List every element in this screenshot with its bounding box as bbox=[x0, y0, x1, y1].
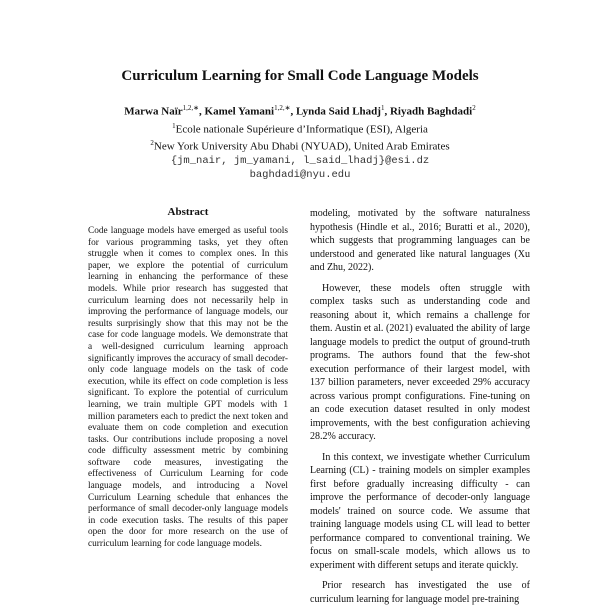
author-name: Marwa Naïr bbox=[124, 105, 183, 118]
author-name: Lynda Said Lhadj bbox=[295, 105, 381, 118]
affiliation-text: New York University Abu Dhabi (NYUAD), United Arab Emirates bbox=[153, 140, 450, 153]
author-sup: 1 bbox=[380, 104, 385, 112]
email-line[interactable]: baghdadi@nyu.edu bbox=[249, 168, 351, 181]
abstract-text: Code language models have emerged as useful tools for various programming tasks, yet they often struggle when it comes to complex ones. In this paper, we explore the potential of curriculum learning in enhancing the performance of these models. While prior research has suggested that curriculum learning does not necessarily help in improving the performance of language models, our results surprisingly show that this may not be the case for code language models. We demonstrate that a well-designed curriculum learning approach significantly improves the accuracy of small decoder-only code language models on the task of code execution, while its effect on code completion is less significant. To explore the potential of curriculum learning, we train multiple GPT models with 1 million parameters each to predict the next token and evaluate them on code completion and execution tasks. Our contributions include proposing a novel code difficulty assessment metric by combining software code measures, investigating the effectiveness of Curriculum Learning for code language models, and introducing a Novel Curriculum Learning schedule that enhances the performance of small decoder-only language models in code execution tasks. The results of this paper open the door for more research on the use of curriculum learning for code language models. bbox=[88, 226, 288, 550]
body-column bbox=[310, 207, 530, 613]
body-paragraph: modeling, motivated by the software naturalness hypothesis (Hindle et al., 2016; Buratti et al., 2020), which suggests that programming languages can be understood and generated like natural languages (Xu and Zhu, 2022). bbox=[310, 208, 530, 273]
author-name: Riyadh Baghdadi bbox=[389, 105, 473, 118]
author-names: Marwa Naïr$^{1,2,∗}$, Kamel Yamani$^{1,2,∗}$, Lynda Said Lhadj$^1$, Riyadh Baghdadi$^2$ bbox=[124, 104, 476, 118]
author-sup: 1,2,∗ bbox=[274, 104, 291, 112]
affiliation bbox=[0, 136, 600, 154]
author-sup: 1,2,∗ bbox=[182, 104, 200, 112]
affiliation-text: Ecole nationale Supérieure d’Informatique (ESI), Algeria bbox=[175, 123, 428, 136]
affiliation bbox=[0, 119, 600, 137]
abstract-heading: Abstract bbox=[167, 206, 209, 218]
body-paragraph: In this context, we investigate whether Curriculum Learning (CL) - training models on simpler examples first before gradually increasing difficulty - can improve the performance of decoder-only language models' trained on source code. We assume that training language models using CL will lead to better performance compared to conventional training. We focus on small-scale models, which allows us to experiment with different setups and iterate quickly. bbox=[310, 451, 530, 571]
author-sup: 2 bbox=[472, 104, 476, 112]
affiliation-sup: 2 bbox=[150, 139, 154, 148]
author-name: Kamel Yamani bbox=[204, 105, 275, 118]
body-paragraph: Prior research has investigated the use of curriculum learning for language model pre-training bbox=[310, 580, 530, 605]
body-paragraph: However, these models often struggle with complex tasks such as understanding code and reasoning about it, which remains a challenge for them. Austin et al. (2021) evaluated the ability of large language models to predict the output of ground-truth programs. The authors found that the few-shot execution performance of their largest model, with 137 billion parameters, never exceeded 29% accuracy across various prompt configurations. Fine-tuning on an code execution dataset resulted in only modest improvements, with the best configuration achieving 28.2% accuracy. bbox=[310, 282, 530, 442]
email-line[interactable]: {jm_nair, jm_yamani, l_said_lhadj}@esi.dz bbox=[170, 154, 430, 167]
paper-title: Curriculum Learning for Small Code Language Models bbox=[121, 68, 479, 84]
author-block bbox=[0, 101, 600, 182]
affiliation-sup: 1 bbox=[172, 121, 176, 130]
